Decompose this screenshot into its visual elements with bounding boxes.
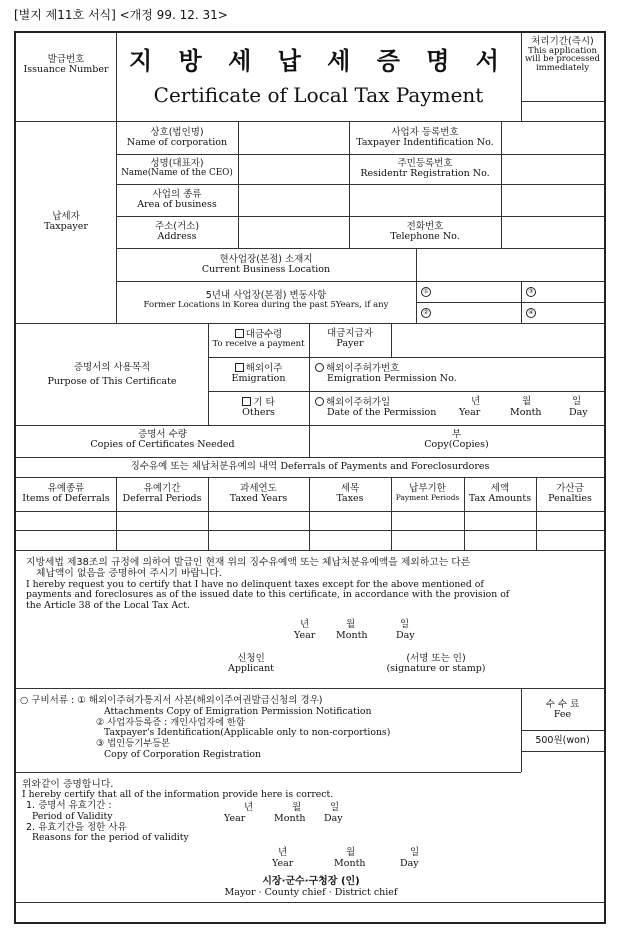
issue-month-en: Month: [334, 858, 366, 869]
col-items: 유예종류 Items of Deferrals: [22, 483, 110, 504]
issue-year-ko: 년: [278, 847, 288, 858]
phone-label: 전화번호 Telephone No.: [390, 221, 460, 242]
perm-month-ko: 월: [522, 396, 532, 407]
former-location-label: 5년내 사업장(본점) 변동사항 Former Locations in Korea during the past 5Years, if any: [143, 290, 389, 310]
req-month-ko: 월: [346, 619, 356, 630]
certificate-form: [14, 31, 606, 924]
location-slot-3: ③: [526, 287, 536, 297]
applicant-label: 신청인 Applicant: [227, 653, 275, 674]
permission-no-radio[interactable]: [315, 363, 324, 372]
business-area-label: 사업의 종류 Area of business: [137, 189, 217, 210]
issue-month-ko: 월: [346, 847, 356, 858]
payer-label: 대금지급자 Payer: [327, 328, 373, 349]
request-text: 지방세법 제38조의 규정에 의하여 발급인 현재 위의 징수유예액 또는 체납처분유예액을 제외하고는 다른 체납액이 없음을 증명하여 주시기 바랍니다. I hereby request you to certify that I have no delinquent taxes except for the above mentioned of payments and foreclosures as of the issued date to this certificate, in accordance with the provision of the Article 38 of the Local Tax Act.: [26, 557, 510, 611]
certify-block: 위와같이 증명합니다. I hereby certify that all of the information provide here is correct. 1. 증명서 유효기간 : Period of Validity 2. 유효기간을 정한 사유 Reasons for the period of validity: [22, 779, 334, 844]
fee-label: 수 수 료 Fee: [545, 699, 580, 720]
req-year-ko: 년: [300, 619, 310, 630]
reg-no-label: 사업자 등록번호 Taxpayer Indentification No.: [356, 127, 494, 148]
col-penalties: 가산금 Penalties: [548, 483, 592, 504]
corp-name-label: 상호(법인명) Name of corporation: [126, 127, 228, 148]
ceo-name-label: 성명(대표자) Name(Name of the CEO): [121, 158, 233, 178]
copies-unit: 부 Copy(Copies): [424, 429, 489, 450]
valid-year-ko: 년: [244, 802, 254, 813]
option-emigration[interactable]: 해외이주 Emigration: [231, 363, 286, 384]
purpose-label: 증명서의 사용목적 Purpose of This Certificate: [47, 362, 177, 387]
col-deferral-periods: 유예기간 Deferral Periods: [122, 483, 202, 504]
others-checkbox[interactable]: [242, 397, 251, 406]
copies-label: 증명서 수량 Copies of Certificates Needed: [90, 429, 235, 450]
issue-year-en: Year: [272, 858, 294, 869]
signature-field[interactable]: (서명 또는 인) (signature or stamp): [386, 653, 486, 674]
perm-day-ko: 일: [572, 396, 582, 407]
col-taxes: 세목 Taxes: [336, 483, 364, 504]
location-slot-4: ④: [526, 308, 536, 318]
col-tax-amounts: 세액 Tax Amounts: [468, 483, 532, 504]
option-others[interactable]: 기 타 Others: [242, 397, 275, 418]
req-year-en: Year: [294, 630, 316, 641]
req-month-en: Month: [336, 630, 368, 641]
issuing-authority: 시장·군수·구청장 (인) Mayor · County chief · District chief: [224, 876, 398, 898]
title-english: Certificate of Local Tax Payment: [153, 83, 484, 107]
col-taxed-years: 과세연도 Taxed Years: [229, 483, 288, 504]
valid-month-ko: 월: [292, 802, 302, 813]
location-slot-1: ①: [421, 287, 431, 297]
perm-year-ko: 년: [471, 396, 481, 407]
taxpayer-label: 납세자 Taxpayer: [44, 211, 88, 232]
req-day-en: Day: [396, 630, 415, 641]
emigration-checkbox[interactable]: [235, 363, 244, 372]
col-payment-periods: 납부기한 Payment Periods: [395, 483, 460, 502]
req-day-ko: 일: [400, 619, 410, 630]
resident-no-label: 주민등록번호 Residentr Registration No.: [360, 158, 490, 179]
fee-amount: 500원(won): [535, 735, 590, 746]
current-location-label: 현사업장(본점) 소재지 Current Business Location: [201, 254, 331, 275]
issue-day-ko: 일: [410, 847, 420, 858]
perm-day-en: Day: [569, 407, 588, 418]
deferrals-header: 징수유예 또는 체납처분유예의 내역 Deferrals of Payments and Foreclosurdores: [130, 461, 490, 472]
valid-month-en: Month: [274, 813, 306, 824]
processing-period: 처리기간(즉시) This application will be processed immediately: [525, 36, 600, 73]
issue-day-en: Day: [400, 858, 419, 869]
issuance-number-label: 발급번호 Issuance Number: [23, 54, 109, 75]
perm-year-en: Year: [459, 407, 481, 418]
emigration-permission-date: 해외이주허가일 Date of the Permission: [315, 397, 436, 418]
attachments-list: ○ 구비서류 : ① 해외이주허가통지서 사본(해외이주여권발급신청의 경우) Attachments Copy of Emigration Permission Notification ② 사업자등록증 : 개인사업자에 한함 Taxpayer's Identification(Applicable only to non-corportions) ③ 법인등기부등본 Copy of Corporation Registration: [20, 695, 391, 760]
emigration-permission-no: 해외이주허가번호 Emigration Permission No.: [315, 363, 457, 384]
option-payment[interactable]: 대금수령 To receive a payment: [212, 329, 305, 349]
valid-year-en: Year: [224, 813, 246, 824]
valid-day-en: Day: [324, 813, 343, 824]
permission-date-radio[interactable]: [315, 397, 324, 406]
valid-day-ko: 일: [330, 802, 340, 813]
perm-month-en: Month: [510, 407, 542, 418]
form-header: [별지 제11호 서식] <개정 99. 12. 31>: [14, 8, 228, 22]
location-slot-2: ②: [421, 308, 431, 318]
address-label: 주소(거소) Address: [154, 221, 200, 242]
title-korean: 지 방 세 납 세 증 명 서: [129, 47, 508, 75]
payment-checkbox[interactable]: [235, 329, 244, 338]
